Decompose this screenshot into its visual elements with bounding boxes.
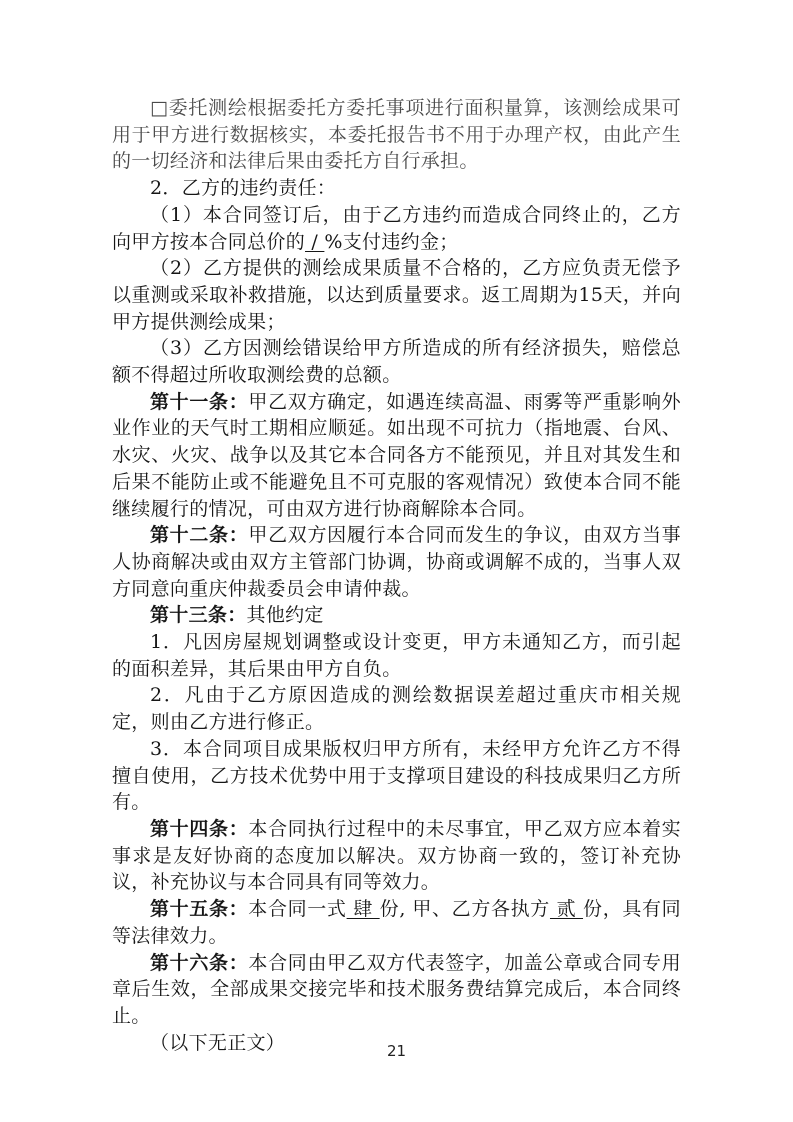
- text-segment: %支付违约金；: [324, 230, 459, 253]
- breach-item-2: [112, 255, 681, 335]
- text-segment: 份, 甲、乙方各执方: [379, 898, 550, 921]
- text-segment: （2）乙方提供的测绘成果质量不合格的，乙方应负责无偿予以重测或采取补救措施，以达到质量要求。返工周期为15天，并向甲方提供测绘成果；: [112, 257, 681, 333]
- text-segment: （1）本合同签订后，由于乙方违约而造成合同终止的，乙方向甲方按本合同总价的: [112, 203, 681, 253]
- clause-heading-label: 第十一条：: [150, 390, 249, 413]
- clause-heading-label: 第十三条：: [150, 604, 247, 627]
- clause-13-heading: [112, 602, 681, 629]
- text-segment: 甲乙双方确定，如遇连续高温、雨雾等严重影响外业作业的天气时工期相应顺延。如出现不可抗力（指地震、台风、水灾、火灾、战争以及其它本合同各方不能预见，并且对其发生和后果不能防止或不能避免且不可克服的客观情况）致使本合同不能继续履行的情况，可由双方进行协商解除本合同。: [112, 390, 681, 520]
- text-segment: （3）乙方因测绘错误给甲方所造成的所有经济损失，赔偿总额不得超过所收取测绘费的总额。: [112, 337, 681, 387]
- clause-heading-label: 第十五条：: [150, 898, 249, 921]
- clause-13-item-3: [112, 736, 681, 816]
- clause-12: [112, 522, 681, 602]
- text-segment: 2．凡由于乙方原因造成的测绘数据误差超过重庆市相关规定，则由乙方进行修正。: [112, 684, 681, 734]
- document-body: [112, 95, 681, 1056]
- text-segment: 其他约定: [246, 604, 324, 627]
- text-segment: 本合同执行过程中的未尽事宜，甲乙双方应本着实事求是友好协商的态度加以解决。双方协商一致的，签订补充协议，补充协议与本合同具有同等效力。: [112, 817, 681, 894]
- clause-party-b-breach-heading: [112, 175, 681, 202]
- text-segment: 份，具有同等法律效力。: [112, 898, 681, 947]
- clause-13-item-2: [112, 682, 681, 735]
- clause-15: [112, 896, 681, 949]
- filled-blank: 贰: [549, 898, 584, 921]
- text-segment: 甲乙双方因履行本合同而发生的争议，由双方当事人协商解决或由双方主管部门协调，协商或调解不成的，当事人双方同意向重庆仲裁委员会申请仲裁。: [112, 524, 681, 600]
- page-number: 21: [386, 1042, 407, 1060]
- filled-blank: 肆: [346, 898, 380, 921]
- text-segment: 本合同由甲乙双方代表签字，加盖公章或合同专用章后生效，全部成果交接完毕和技术服务费结算完成后，本合同终止。: [112, 951, 681, 1027]
- clause-heading-label: 第十六条：: [150, 951, 249, 974]
- filled-blank: /: [305, 230, 325, 253]
- breach-item-3: [112, 335, 681, 388]
- clause-14: [112, 816, 681, 896]
- breach-item-1: [112, 202, 681, 255]
- text-segment: 1．凡因房屋规划调整或设计变更，甲方未通知乙方，而引起的面积差异，其后果由甲方自负。: [112, 631, 681, 680]
- clause-13-item-1: [112, 629, 681, 682]
- text-segment: （以下无正文）: [150, 1031, 286, 1054]
- text-segment: □委托测绘根据委托方委托事项进行面积量算，该测绘成果可用于甲方进行数据核实，本委托报告书不用于办理产权，由此产生的一切经济和法律后果由委托方自行承担。: [112, 97, 681, 173]
- text-segment: 本合同一式: [248, 898, 347, 921]
- clause-11: [112, 389, 681, 523]
- text-segment: 2．乙方的违约责任：: [150, 177, 337, 200]
- clause-entrusted-survey-note: [112, 95, 681, 175]
- clause-heading-label: 第十二条：: [150, 524, 249, 547]
- page-footer: [0, 1041, 793, 1060]
- clause-16: [112, 950, 681, 1030]
- clause-heading-label: 第十四条：: [150, 817, 249, 840]
- text-segment: 3．本合同项目成果版权归甲方所有，未经甲方允许乙方不得擅自使用，乙方技术优势中用于支撑项目建设的科技成果归乙方所有。: [112, 737, 681, 814]
